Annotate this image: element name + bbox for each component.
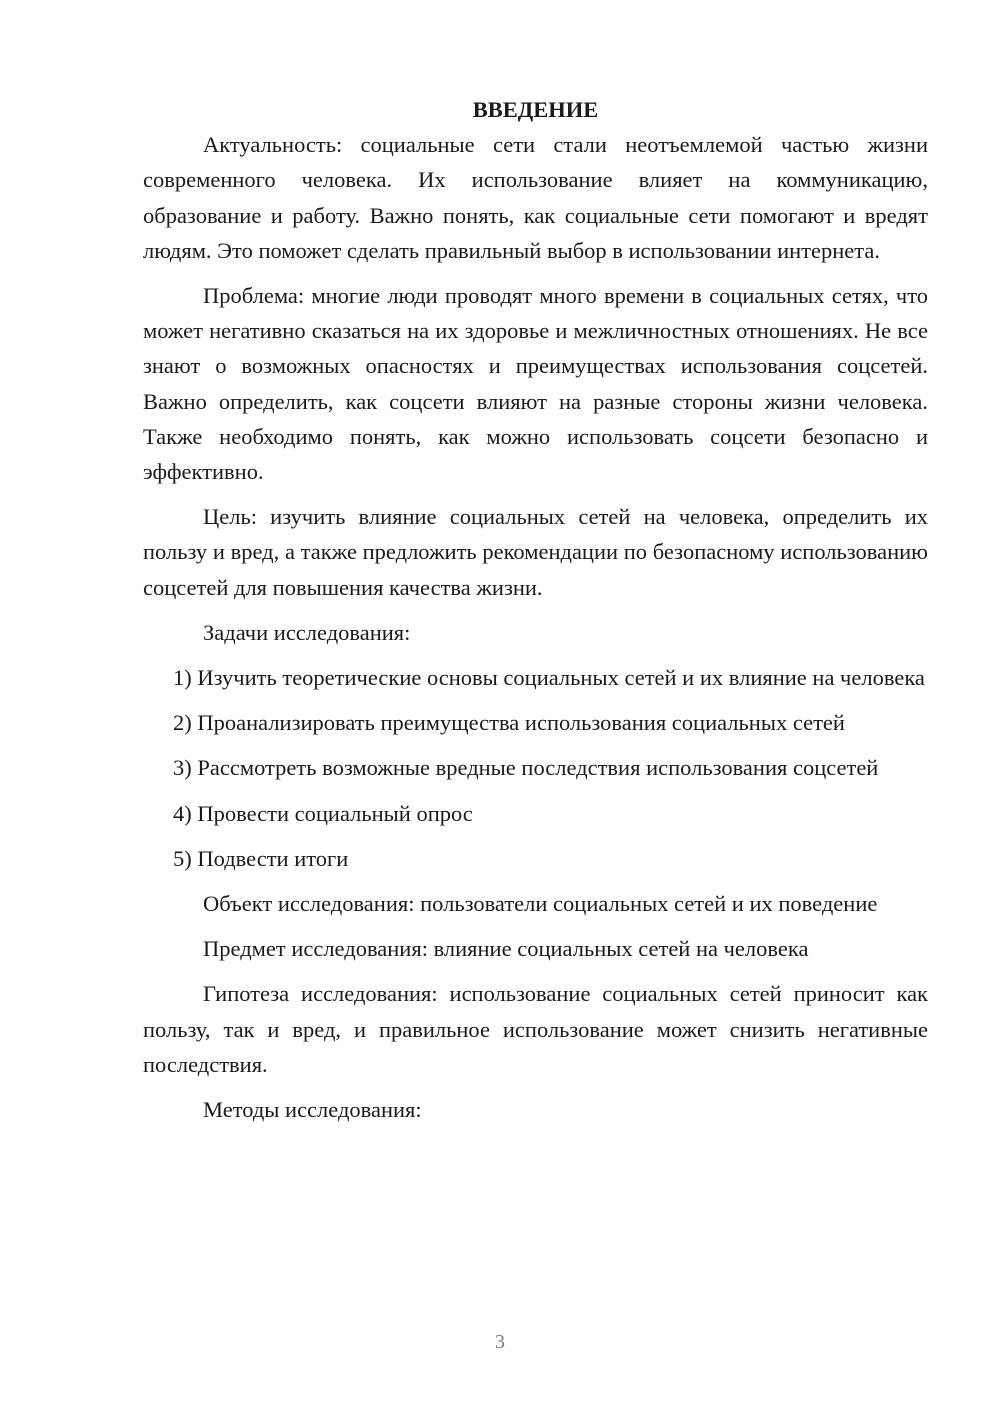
paragraph-tasks-heading: Задачи исследования: bbox=[203, 619, 411, 645]
paragraph-subject: Предмет исследования: влияние социальных сетей на человека bbox=[203, 936, 809, 962]
paragraph-problem: Проблема: многие люди проводят много времени в социальных сетях, что может негативно сказаться на их здоровье и межличностных отношениях. Не все знают о возможных опасностях и преимуществах использования соцсетей. Важно определить, как соцсети влияют на разные стороны жизни человека. Также необходимо понять, как можно использовать соцсети безопасно и эффективно. bbox=[143, 283, 928, 485]
task-item-3: 3) Рассмотреть возможные вредные последствия использования соцсетей bbox=[173, 755, 879, 781]
task-item-4: 4) Провести социальный опрос bbox=[173, 800, 473, 826]
task-item-1: 1) Изучить теоретические основы социальных сетей и их влияние на человека bbox=[173, 665, 925, 691]
task-item-5: 5) Подвести итоги bbox=[173, 845, 349, 871]
paragraph-methods: Методы исследования: bbox=[203, 1097, 422, 1123]
document-body bbox=[143, 92, 928, 1137]
page-number: 3 bbox=[495, 1331, 505, 1353]
paragraph-goal: Цель: изучить влияние социальных сетей на человека, определить их пользу и вред, а также предложить рекомендации по безопасному использованию соцсетей для повышения качества жизни. bbox=[143, 504, 928, 600]
task-item-2: 2) Проанализировать преимущества использования социальных сетей bbox=[173, 710, 845, 736]
paragraph-hypothesis: Гипотеза исследования: использование социальных сетей приносит как пользу, так и вред, и правильное использование может снизить негативные последствия. bbox=[143, 981, 928, 1077]
section-title: ВВЕДЕНИЕ bbox=[472, 97, 599, 122]
paragraph-object: Объект исследования: пользователи социальных сетей и их поведение bbox=[203, 891, 878, 917]
paragraph-relevance: Актуальность: социальные сети стали неотъемлемой частью жизни современного человека. Их использование влияет на коммуникацию, образование и работу. Важно понять, как социальные сети помогают и вредят людям. Это поможет сделать правильный выбор в использовании интернета. bbox=[143, 132, 928, 263]
